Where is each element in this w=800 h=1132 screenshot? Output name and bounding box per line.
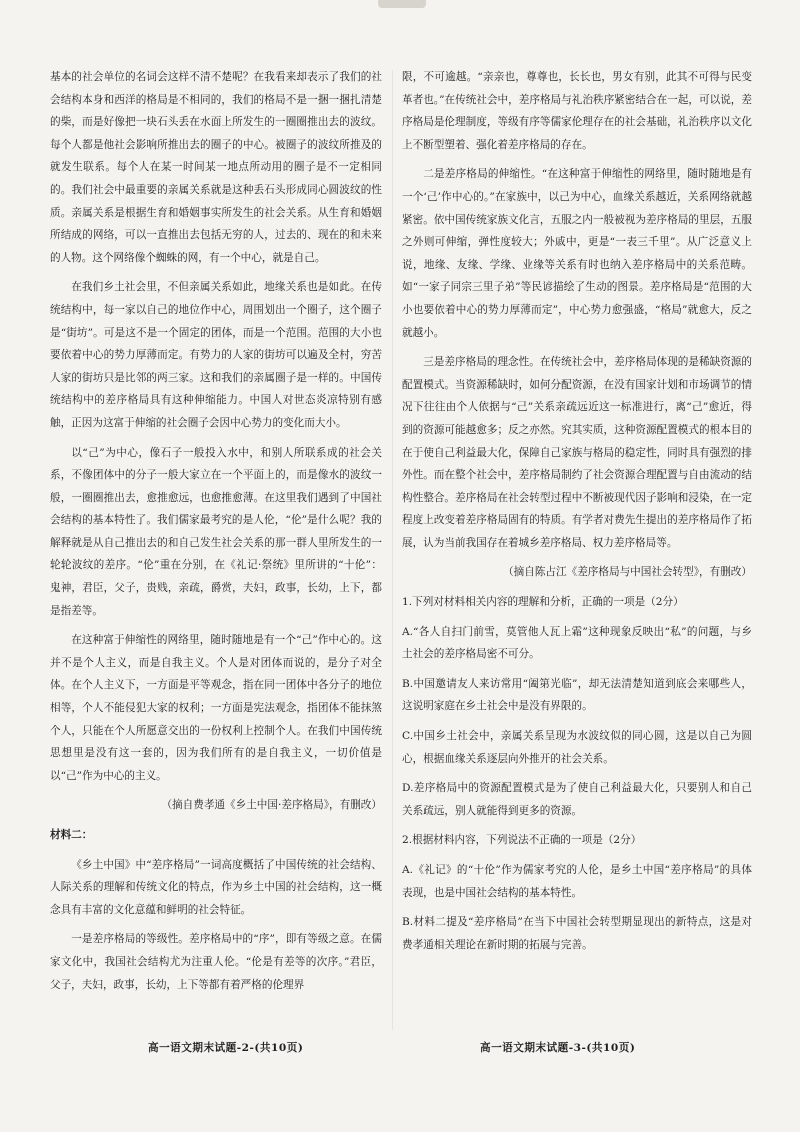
material-heading: 材料二： (50, 829, 93, 841)
binding-mark (378, 0, 426, 8)
paragraph: 限，不可逾越。“亲亲也，尊尊也，长长也，男女有别，此其不可得与民变革者也。”在传统社会中，差序格局与礼治秩序紧密结合在一起，可以说，差序格局是伦理制度，等级有序等儒家伦理存在的社会基础，礼治秩序以文化上不断型塑着、强化着差序格局的存在。 (402, 71, 752, 151)
paragraph: 三是差序格局的理念性。在传统社会中，差序格局体现的是稀缺资源的配置模式。当资源稀缺时，如何分配资源，在没有国家计划和市场调节的情况下往往由个人依据与“己”关系亲疏远近这一标准进行，离“己”愈近，得到的资源可能越愈多；反之亦然。究其实质，这种资源配置模式的根本目的在于使自己利益最大化，保障自己家族与格局的稳定性，同时具有强烈的排外性。而在整个社会中，差序格局制约了社会资源合理配置与自由流动的结构性整合。差序格局在社会转型过程中不断被现代因子影响和浸染，在一定程度上改变着差序格局固有的特质。有学者对费先生提出的差序格局作了拓展，认为当前我国存在着城乡差序格局、权力差序格局等。 (402, 356, 752, 549)
left-column (50, 66, 382, 1003)
paragraph: 在这种富于伸缩性的网络里，随时随地是有一个“己”作中心的。这并不是个人主义，而是自我主义。个人是对团体而说的，是分子对全体。在个人主义下，一方面是平等观念，指在同一团体中各分子的地位相等，个人不能侵犯大家的权利；一方面是宪法观念，指团体不能抹煞个人，只能在个人所愿意交出的一份权利上控制个人。在我们中国传统思想里是没有这一套的，因为我们所有的是自我主义，一切价值是以“己”作为中心的主义。 (50, 634, 382, 782)
question-1: 1.下列对材料相关内容的理解和分析，正确的一项是（2分） (402, 596, 684, 609)
paragraph: 二是差序格局的伸缩性。“在这种富于伸缩性的网络里，随时随地是有一个‘己’作中心的。”在家族中，以己为中心，血缘关系越近，关系网络就越紧密。依中国传统家族文化言，五服之内一般被视为差序格局的里层，五服之外则可伸缩，弹性度较大；外戚中，更是“一表三千里”。从广泛意义上说，地缘、友缘、学缘、业缘等关系有时也纳入差序格局中的关系范畴。如“一家子同宗三里子弟”等民谚描绘了生动的图景。差序格局是“范围的大小也要依着中心的势力厚薄而定”，中心势力愈强盛，“格局”就愈大，反之就越小。 (402, 168, 752, 339)
question-2-option-b: B.材料二提及“差序格局”在当下中国社会转型期显现出的新特点，这是对费孝通相关理论在新时期的拓展与完善。 (402, 916, 752, 951)
paragraph: 以“己”为中心，像石子一般投入水中，和别人所联系成的社会关系，不像团体中的分子一般大家立在一个平面上的，而是像水的波纹一般，一圈圈推出去，愈推愈远，也愈推愈薄。在这里我们遇到了中国社会结构的基本特性了。我们儒家最考究的是人伦，“伦”是什么呢？我的解释就是从自己推出去的和自己发生社会关系的那一群人里所发生的一轮轮波纹的差序。“伦”重在分别，在《礼记·祭统》里所讲的“十伦”：鬼神，君臣，父子，贵贱，亲疏，爵赏，夫妇，政事，长幼，上下，都是指差等。 (50, 446, 382, 617)
column-divider (392, 70, 393, 1030)
paragraph: 在我们乡土社会里，不但亲属关系如此，地缘关系也是如此。在传统结构中，每一家以自己的地位作中心，周围划出一个圈子，这个圈子是“街坊”。可是这不是一个固定的团体，而是一个范围。范围的大小也要依着中心的势力厚薄而定。有势力的人家的街坊可以遍及全村，穷苦人家的街坊只是比邻的两三家。这和我们的亲属圈子是一样的。中国传统结构中的差序格局具有这种伸缩能力。中国人对世态炎凉特别有感触，正因为这富于伸缩的社会圈子会因中心势力的变化而大小。 (50, 281, 382, 429)
paragraph: 《乡土中国》中“差序格局”一词高度概括了中国传统的社会结构、人际关系的理解和传统文化的特点，作为乡土中国的社会结构，这一概念具有丰富的文化意蕴和鲜明的社会特征。 (50, 858, 382, 916)
page-footer-right: 高一语文期末试题-3-(共10页) (480, 1042, 636, 1054)
question-2-option-a: A.《礼记》的“十伦”作为儒家考究的人伦，是乡土中国“差序格局”的具体表现，也是中国社会结构的基本特性。 (402, 864, 752, 899)
source-citation: （摘自陈占江《差序格局与中国社会转型》，有删改） (503, 566, 752, 579)
question-1-option-c: C.中国乡土社会中，亲属关系呈现为水波纹似的同心圆，这是以自己为圆心，根据血缘关系逐层向外推开的社会关系。 (402, 730, 752, 765)
paragraph: 基本的社会单位的名词会这样不清不楚呢？在我看来却表示了我们的社会结构本身和西洋的格局是不相同的，我们的格局不是一捆一捆扎清楚的柴，而是好像把一块石头丢在水面上所发生的一圈圈推出去的波纹。每个人都是他社会影响所推出去的圈子的中心。被圈子的波纹所推及的就发生联系。每个人在某一时间某一地点所动用的圈子是不一定相同的。我们社会中最重要的亲属关系就是这种丢石头形成同心圆波纹的性质。亲属关系是根据生育和婚姻事实所发生的社会关系。从生育和婚姻所结成的网络，可以一直推出去包括无穷的人，过去的、现在的和未来的人物。这个网络像个蜘蛛的网，有一个中心，就是自己。 (50, 71, 382, 264)
question-1-option-a: A.“各人自扫门前雪，莫管他人瓦上霜”这种现象反映出“私”的问题，与乡土社会的差序格局密不可分。 (402, 625, 752, 661)
page-footer-left: 高一语文期末试题-2-(共10页) (148, 1042, 304, 1054)
question-1-option-b: B.中国邀请友人来访常用“阖第光临”，却无法清楚知道到底会来哪些人，这说明家庭在乡土社会中是没有界限的。 (402, 677, 752, 713)
right-column (402, 66, 752, 963)
question-2: 2.根据材料内容，下列说法不正确的一项是（2分） (402, 834, 642, 847)
question-1-option-d: D.差序格局中的资源配置模式是为了使自己利益最大化，只要别人和自己关系疏远，别人就能得到更多的资源。 (402, 782, 752, 817)
paragraph: 一是差序格局的等级性。差序格局中的“序”，即有等级之意。在儒家文化中，我国社会结构尤为注重人伦。“伦是有差等的次序。”君臣，父子，夫妇，政事，长幼，上下等都有着严格的伦理界 (50, 933, 382, 991)
source-citation: （摘自费孝通《乡土中国·差序格局》，有删改） (161, 799, 382, 812)
